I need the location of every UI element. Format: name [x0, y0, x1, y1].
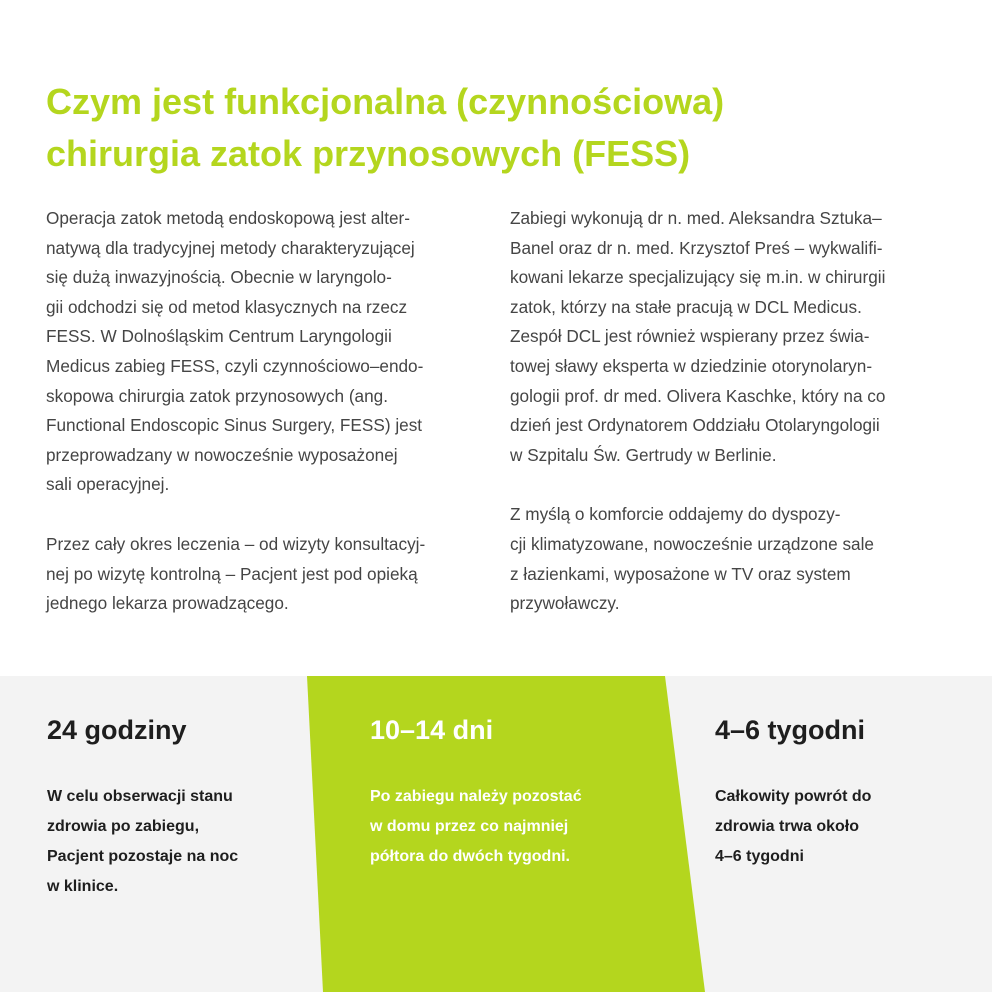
paragraph-treatment-period: [46, 530, 496, 619]
stat-description-line: Pacjent pozostaje na noc: [47, 848, 239, 865]
title-line: chirurgia zatok przynosowych (FESS): [46, 133, 691, 174]
text-line: Zabiegi wykonują dr n. med. Aleksandra Sztuka–: [510, 208, 882, 228]
page-title: [46, 76, 946, 180]
text-line: natywą dla tradycyjnej metody charakteryzującej: [46, 237, 415, 258]
text-line: nej po wizytę kontrolną – Pacjent jest pod opieką: [46, 563, 418, 584]
title-line: Czym jest funkcjonalna (czynnościowa): [46, 81, 725, 122]
stat-description-line: W celu obserwacji stanu: [47, 788, 233, 805]
text-line: przywoławczy.: [510, 593, 620, 614]
stat-description-line: półtora do dwóch tygodni.: [370, 848, 570, 865]
stat-description-line: w klinice.: [47, 878, 119, 895]
text-line: FESS. W Dolnośląskim Centrum Laryngologii: [46, 326, 392, 347]
left-text-column: [46, 204, 496, 619]
text-line: sali operacyjnej.: [46, 474, 170, 495]
text-line: Z myślą o komforcie oddajemy do dyspozy-: [510, 504, 841, 525]
text-line: skopowa chirurgia zatok przynosowych (ang.: [46, 385, 389, 406]
text-line: kowani lekarze specjalizujący się m.in. w chirurgii: [510, 267, 886, 288]
stat-description: [47, 782, 327, 902]
right-text-column: [510, 204, 960, 619]
stat-description-line: 4–6 tygodni: [715, 848, 804, 865]
text-line: gologii prof. dr med. Olivera Kaschke, który na co: [510, 385, 886, 406]
stats-band: [0, 676, 992, 992]
stat-description: [370, 782, 650, 872]
paragraph-fess-intro: [46, 204, 496, 500]
stat-description-line: w domu przez co najmniej: [370, 818, 569, 835]
text-line: Przez cały okres leczenia – od wizyty konsultacyj-: [46, 533, 426, 554]
text-line: w Szpitalu Św. Gertrudy w Berlinie.: [510, 444, 777, 465]
text-line: Functional Endoscopic Sinus Surgery, FESS) jest: [46, 415, 423, 436]
stat-full-recovery: [715, 712, 992, 872]
text-line: dzień jest Ordynatorem Oddziału Otolaryngologii: [510, 415, 880, 436]
stat-description-line: zdrowia po zabiegu,: [47, 818, 200, 835]
stat-value: 24 godziny: [47, 715, 187, 745]
text-line: przeprowadzany w nowocześnie wyposażonej: [46, 444, 398, 465]
stat-hospital-stay: [47, 712, 327, 902]
stat-value: 4–6 tygodni: [715, 715, 866, 745]
text-line: cji klimatyzowane, nowocześnie urządzone sale: [510, 533, 874, 554]
text-line: jednego lekarza prowadzącego.: [46, 593, 289, 614]
text-line: się dużą inwazyjnością. Obecnie w laryngolo-: [46, 267, 392, 288]
text-line: Banel oraz dr n. med. Krzysztof Preś – wykwalifi-: [510, 237, 883, 258]
stat-value: 10–14 dni: [370, 715, 494, 745]
text-line: zatok, którzy na stałe pracują w DCL Medicus.: [510, 296, 862, 317]
text-line: Zespół DCL jest również wspierany przez świa-: [510, 326, 870, 347]
text-line: Medicus zabieg FESS, czyli czynnościowo–endo-: [46, 355, 424, 376]
stat-description-line: Po zabiegu należy pozostać: [370, 788, 582, 805]
text-line: towej sławy eksperta w dziedzinie otorynolaryn-: [510, 355, 873, 376]
paragraph-surgeons: [510, 204, 960, 470]
paragraph-rooms: [510, 500, 960, 618]
stat-home-recovery: [370, 712, 650, 872]
text-line: gii odchodzi się od metod klasycznych na rzecz: [46, 296, 408, 317]
stat-description-line: Całkowity powrót do: [715, 788, 872, 805]
stat-description: [715, 782, 992, 872]
stat-description-line: zdrowia trwa około: [715, 818, 860, 835]
text-line: Operacja zatok metodą endoskopową jest alter-: [46, 208, 411, 228]
text-line: z łazienkami, wyposażone w TV oraz system: [510, 563, 851, 584]
